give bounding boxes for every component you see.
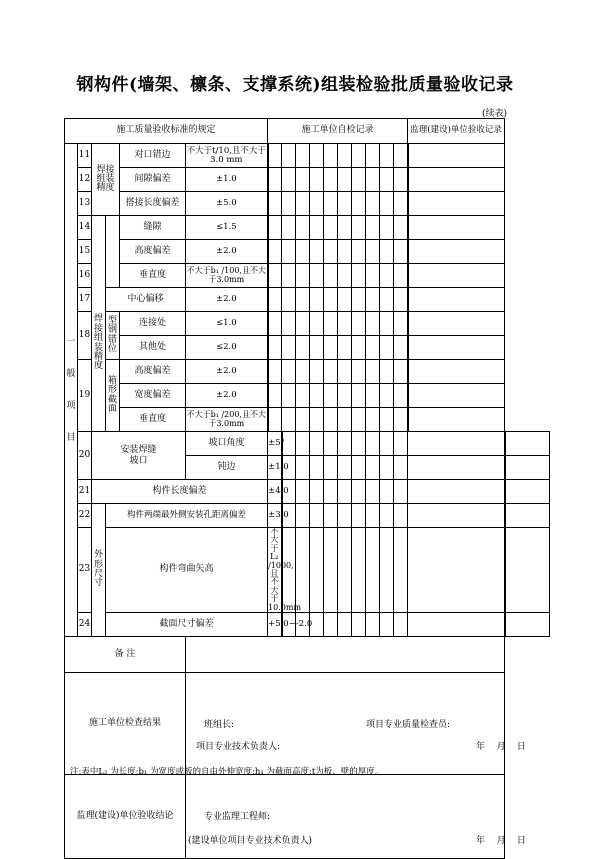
row-no: 16 (78, 264, 92, 288)
row-standard: ±1.0 (268, 456, 282, 480)
row-standard: ±2.0 (186, 384, 268, 408)
supervision-date: 年 月 日 (476, 835, 526, 846)
row-item: 其他处 (120, 336, 186, 360)
row-no: 19 (78, 360, 92, 432)
row-standard: ≤1.5 (186, 216, 268, 240)
row-item: 构件长度偏差 (92, 480, 268, 504)
remarks-label: 备 注 (65, 636, 186, 672)
group-weld-assembly-2: 焊 接 组 装 精 度 (92, 216, 106, 432)
row-item: 构件两端最外侧安装孔距离偏差 (106, 504, 268, 528)
row-item: 垂直度 (120, 408, 186, 432)
row-item: 间隙偏差 (120, 168, 186, 192)
remarks-field[interactable] (186, 636, 505, 672)
row-standard: 不大于b₁ /100,且不大于3.0mm (186, 264, 268, 288)
row-standard: ±2.0 (186, 360, 268, 384)
construction-result[interactable] (186, 672, 526, 774)
row-no: 24 (78, 612, 92, 636)
row-item: 高度偏差 (120, 360, 186, 384)
row-no: 11 (78, 144, 92, 168)
continued-label: (续表) (482, 109, 508, 119)
row-standard: +5.0~-2.0 (268, 612, 282, 636)
group-box-section: 箱形 截面 (106, 360, 120, 432)
row-item: 搭接长度偏差 (120, 192, 186, 216)
row-standard: ±3.0 (268, 504, 282, 528)
group-weld-assembly: 焊接 组装 精度 (92, 144, 120, 216)
team-leader-label: 班组长: (204, 719, 235, 730)
row-standard: ±4.0 (268, 480, 282, 504)
row-item: 坡口角度 (186, 432, 268, 456)
row-item: 对口错边 (120, 144, 186, 168)
row-item: 截面尺寸偏差 (106, 612, 268, 636)
row-item: 钝边 (186, 456, 268, 480)
row-no: 18 (78, 312, 92, 360)
group-section-misalign: 型钢 错位 (106, 312, 120, 360)
row-standard: 不大于b₁ /200,且不大于3.0mm (186, 408, 268, 432)
row-no: 13 (78, 192, 92, 216)
row-item: 中心偏移 (106, 288, 186, 312)
group-outline-size: 外 形 尺 寸 (92, 504, 106, 637)
row-standard: 不大于t/10,且不大于3.0 mm (186, 144, 268, 168)
row-no: 12 (78, 168, 92, 192)
construction-date: 年 月 日 (476, 741, 526, 752)
supervision-result[interactable] (186, 774, 526, 858)
row-no: 14 (78, 216, 92, 240)
row-item: 构件弯曲矢高 (106, 528, 268, 613)
header-standard: 施工质量验收标准的规定 (65, 119, 268, 144)
owner-tech-lead-label: (建设单位项目专业技术负责人) (188, 835, 313, 846)
general-item-label: 一 般 项 目 (65, 144, 78, 637)
row-item: 缝隙 (120, 216, 186, 240)
row-item: 宽度偏差 (120, 384, 186, 408)
row-no: 22 (78, 504, 92, 528)
row-standard: ±2.0 (186, 240, 268, 264)
row-no: 17 (78, 288, 92, 312)
row-no: 20 (78, 432, 92, 480)
row-item: 垂直度 (120, 264, 186, 288)
row-standard: 不大于L₂ /1000,且不大于10.0mm (268, 527, 302, 612)
footnote: 注:表中L₂ 为长度;b₁ 为宽度或板的自由外伸宽度;h₁ 为截面高度;t为板、壁的厚度。 (70, 767, 384, 777)
row-standard: ≤2.0 (186, 336, 268, 360)
quality-inspector-label: 项目专业质量检查员: (366, 719, 451, 730)
row-standard: ±2.0 (186, 288, 268, 312)
group-weld-groove: 安装焊缝 坡口 (92, 432, 186, 480)
header-self-check: 施工单位自检记录 (268, 119, 408, 144)
row-no: 15 (78, 240, 92, 264)
row-item: 连接处 (120, 312, 186, 336)
supervision-label: 监理(建设)单位验收结论 (65, 774, 186, 858)
row-no: 23 (78, 528, 92, 613)
row-standard: ±5° (268, 432, 282, 456)
header-supervision: 监理(建设)单位验收记录 (408, 119, 505, 144)
inspection-table (64, 118, 550, 859)
tech-lead-label: 项目专业技术负责人: (196, 741, 281, 752)
row-no: 21 (78, 480, 92, 504)
page-title: 钢构件(墙架、檩条、支撑系统)组装检验批质量验收记录 (76, 75, 514, 95)
row-standard: ≤1.0 (186, 312, 268, 336)
row-standard: ±5.0 (186, 192, 268, 216)
supervision-engineer-label: 专业监理工程师: (204, 811, 271, 822)
row-item: 高度偏差 (120, 240, 186, 264)
construction-label: 施工单位检查结果 (65, 672, 186, 774)
row-standard: ±1.0 (186, 168, 268, 192)
